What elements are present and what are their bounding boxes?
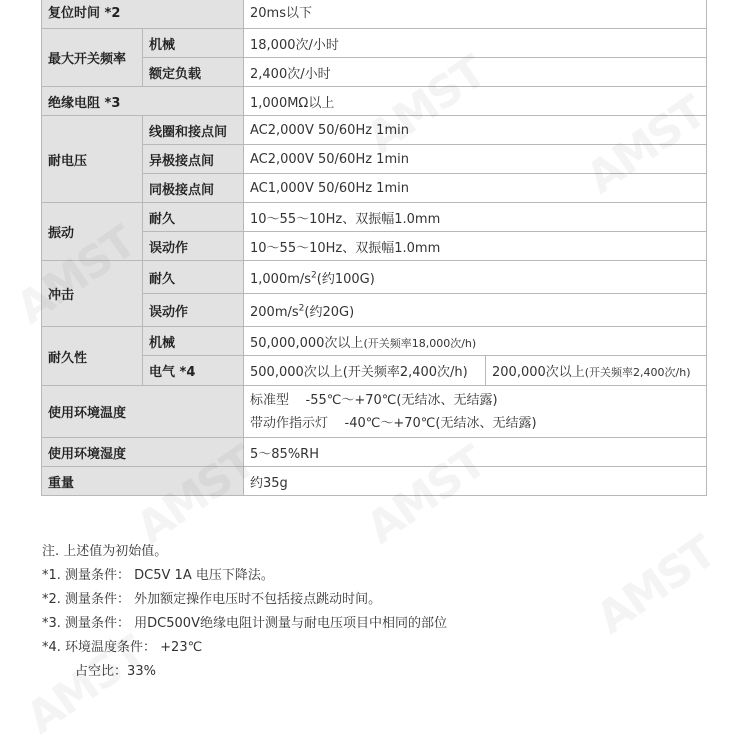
- withstand-r2-label: 异极接点间: [143, 145, 244, 174]
- max-freq-label: 最大开关频率: [42, 29, 143, 87]
- humidity-label: 使用环境湿度: [42, 438, 244, 467]
- vibration-r2-value: 10～55～10Hz、双振幅1.0mm: [244, 232, 707, 261]
- withstand-r3-value: AC1,000V 50/60Hz 1min: [244, 174, 707, 203]
- withstand-r1-label: 线圈和接点间: [143, 116, 244, 145]
- durability-mech-value: 50,000,000次以上(开关频率18,000次/h): [244, 327, 707, 356]
- temperature-value: 标准型 -55℃～+70℃(无结冰、无结露) 带动作指示灯 -40℃～+70℃(无结冰、无结露): [244, 386, 707, 438]
- note-4: *4. 环境温度条件： +23℃: [42, 640, 203, 655]
- vibration-r1-label: 耐久: [143, 203, 244, 232]
- withstand-r2-value: AC2,000V 50/60Hz 1min: [244, 145, 707, 174]
- note-3: *3. 测量条件： 用DC500V绝缘电阻计测量与耐电压项目中相同的部位: [42, 616, 447, 631]
- insulation-value: 1,000MΩ以上: [244, 87, 707, 116]
- max-freq-mech-value: 18,000次/小时: [244, 29, 707, 58]
- durability-label: 耐久性: [42, 327, 143, 386]
- insulation-label: 绝缘电阻 *3: [42, 87, 244, 116]
- vibration-r2-label: 误动作: [143, 232, 244, 261]
- weight-label: 重量: [42, 467, 244, 496]
- vibration-label: 振动: [42, 203, 143, 261]
- max-freq-mech-label: 机械: [143, 29, 244, 58]
- durability-elec-label: 电气 *4: [143, 356, 244, 386]
- watermark: [587, 527, 724, 644]
- max-freq-load-label: 额定负载: [143, 58, 244, 87]
- durability-elec-value2: 200,000次以上(开关频率2,400次/h): [486, 356, 707, 386]
- vibration-r1-value: 10～55～10Hz、双振幅1.0mm: [244, 203, 707, 232]
- withstand-r1-value: AC2,000V 50/60Hz 1min: [244, 116, 707, 145]
- withstand-r3-label: 同极接点间: [143, 174, 244, 203]
- reset-time-value: 20ms以下: [244, 0, 707, 29]
- temperature-label: 使用环境温度: [42, 386, 244, 438]
- shock-label: 冲击: [42, 261, 143, 327]
- spec-table: [41, 0, 707, 496]
- humidity-value: 5～85%RH: [244, 438, 707, 467]
- shock-r2-label: 误动作: [143, 294, 244, 327]
- durability-mech-label: 机械: [143, 327, 244, 356]
- durability-elec-value1: 500,000次以上(开关频率2,400次/h): [244, 356, 486, 386]
- max-freq-load-value: 2,400次/小时: [244, 58, 707, 87]
- shock-r2-value: $200m/s^2$(约20G): [244, 294, 707, 327]
- shock-r1-label: 耐久: [143, 261, 244, 294]
- note-2: *2. 测量条件： 外加额定操作电压时不包括接点跳动时间。: [42, 592, 382, 607]
- withstand-label: 耐电压: [42, 116, 143, 203]
- note-duty: 占空比：33%: [42, 664, 156, 679]
- weight-value: 约35g: [244, 467, 707, 496]
- row-reset-time: [42, 0, 707, 29]
- note-1: *1. 测量条件： DC5V 1A 电压下降法。: [42, 568, 274, 583]
- reset-time-label: 复位时间 *2: [42, 0, 244, 29]
- shock-r1-value: $1,000m/s^2$(约100G): [244, 261, 707, 294]
- notes: [42, 540, 447, 684]
- note-initial: 注. 上述值为初始值。: [42, 544, 168, 559]
